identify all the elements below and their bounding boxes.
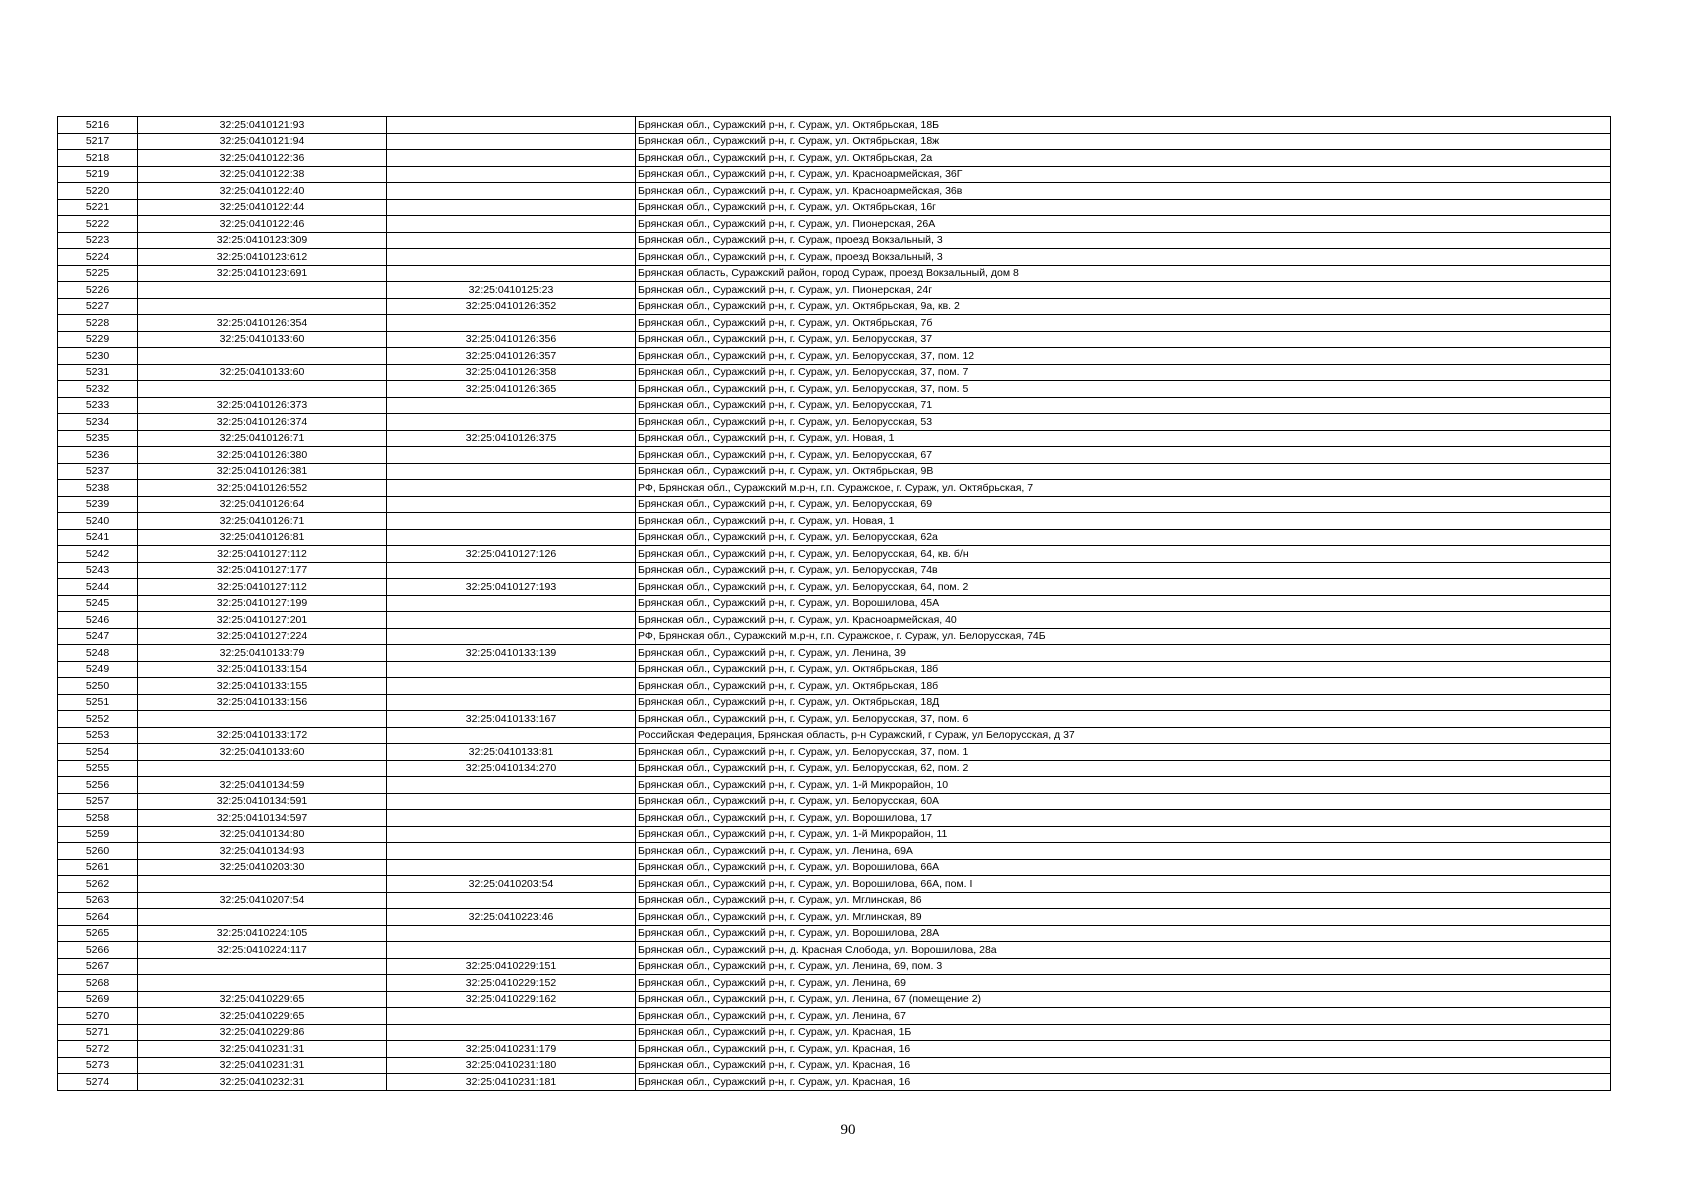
table-row: [58, 727, 1611, 744]
address-cell: Брянская обл., Суражский р-н, г. Сураж, ул. 1-й Микрорайон, 10: [636, 777, 1611, 794]
object-number-cell: 32:25:0410127:193: [387, 579, 636, 596]
object-number-cell: 32:25:0410203:54: [387, 876, 636, 893]
address-cell: Брянская обл., Суражский р-н, г. Сураж, ул. Белорусская, 37: [636, 331, 1611, 348]
object-number-cell: [387, 463, 636, 480]
object-number-cell: 32:25:0410229:162: [387, 991, 636, 1008]
object-number-cell: [387, 727, 636, 744]
parcel-number-cell: 32:25:0410127:224: [138, 628, 387, 645]
object-number-cell: [387, 133, 636, 150]
address-cell: Брянская обл., Суражский р-н, г. Сураж, ул. Ворошилова, 66А: [636, 859, 1611, 876]
table-row: [58, 958, 1611, 975]
object-number-cell: [387, 496, 636, 513]
parcel-number-cell: 32:25:0410134:80: [138, 826, 387, 843]
row-number-cell: 5227: [58, 298, 138, 315]
table-row: [58, 496, 1611, 513]
table-row: [58, 562, 1611, 579]
object-number-cell: [387, 529, 636, 546]
address-cell: Брянская обл., Суражский р-н, г. Сураж, ул. Октябрьская, 18ж: [636, 133, 1611, 150]
address-cell: Брянская обл., Суражский р-н, г. Сураж, ул. Новая, 1: [636, 430, 1611, 447]
parcel-number-cell: [138, 876, 387, 893]
row-number-cell: 5242: [58, 546, 138, 563]
table-row: [58, 876, 1611, 893]
parcel-number-cell: 32:25:0410133:172: [138, 727, 387, 744]
object-number-cell: 32:25:0410133:167: [387, 711, 636, 728]
table-row: [58, 1041, 1611, 1058]
address-cell: Брянская обл., Суражский р-н, г. Сураж, ул. Мглинская, 86: [636, 892, 1611, 909]
parcel-number-cell: 32:25:0410122:36: [138, 150, 387, 167]
table-row: [58, 595, 1611, 612]
object-number-cell: [387, 859, 636, 876]
table-row: [58, 463, 1611, 480]
object-number-cell: [387, 777, 636, 794]
parcel-number-cell: 32:25:0410121:93: [138, 117, 387, 134]
table-row: [58, 661, 1611, 678]
row-number-cell: 5231: [58, 364, 138, 381]
row-number-cell: 5234: [58, 414, 138, 431]
address-cell: Брянская обл., Суражский р-н, г. Сураж, ул. Белорусская, 37, пом. 5: [636, 381, 1611, 398]
table-row: [58, 711, 1611, 728]
object-number-cell: 32:25:0410126:357: [387, 348, 636, 365]
object-number-cell: [387, 595, 636, 612]
object-number-cell: 32:25:0410133:139: [387, 645, 636, 662]
parcel-number-cell: 32:25:0410122:46: [138, 216, 387, 233]
object-number-cell: 32:25:0410126:375: [387, 430, 636, 447]
table-row: [58, 612, 1611, 629]
object-number-cell: 32:25:0410126:356: [387, 331, 636, 348]
address-cell: Российская Федерация, Брянская область, р-н Суражский, г Сураж, ул Белорусская, д 37: [636, 727, 1611, 744]
object-number-cell: [387, 562, 636, 579]
table-row: [58, 1008, 1611, 1025]
address-cell: Брянская обл., Суражский р-н, г. Сураж, проезд Вокзальный, 3: [636, 249, 1611, 266]
table-row: [58, 859, 1611, 876]
parcel-number-cell: 32:25:0410127:112: [138, 579, 387, 596]
object-number-cell: [387, 826, 636, 843]
table-row: [58, 331, 1611, 348]
object-number-cell: [387, 216, 636, 233]
object-number-cell: [387, 1024, 636, 1041]
row-number-cell: 5243: [58, 562, 138, 579]
row-number-cell: 5222: [58, 216, 138, 233]
parcel-number-cell: 32:25:0410133:60: [138, 364, 387, 381]
table-row: [58, 364, 1611, 381]
row-number-cell: 5218: [58, 150, 138, 167]
object-number-cell: [387, 199, 636, 216]
table-row: [58, 909, 1611, 926]
table-row: [58, 777, 1611, 794]
parcel-number-cell: 32:25:0410126:64: [138, 496, 387, 513]
object-number-cell: [387, 480, 636, 497]
parcel-number-cell: 32:25:0410229:65: [138, 991, 387, 1008]
row-number-cell: 5266: [58, 942, 138, 959]
parcel-number-cell: 32:25:0410126:71: [138, 513, 387, 530]
parcel-number-cell: 32:25:0410133:154: [138, 661, 387, 678]
address-cell: Брянская обл., Суражский р-н, г. Сураж, ул. Ленина, 67: [636, 1008, 1611, 1025]
parcel-number-cell: 32:25:0410123:612: [138, 249, 387, 266]
row-number-cell: 5232: [58, 381, 138, 398]
table-row: [58, 744, 1611, 761]
table-row: [58, 216, 1611, 233]
parcel-number-cell: 32:25:0410224:117: [138, 942, 387, 959]
table-row: [58, 282, 1611, 299]
address-cell: Брянская область, Суражский район, город Сураж, проезд Вокзальный, дом 8: [636, 265, 1611, 282]
parcel-number-cell: 32:25:0410203:30: [138, 859, 387, 876]
table-row: [58, 133, 1611, 150]
address-cell: РФ, Брянская обл., Суражский м.р-н, г.п. Суражское, г. Сураж, ул. Белорусская, 74Б: [636, 628, 1611, 645]
object-number-cell: [387, 397, 636, 414]
table-row: [58, 1024, 1611, 1041]
row-number-cell: 5229: [58, 331, 138, 348]
address-cell: Брянская обл., Суражский р-н, г. Сураж, ул. Ворошилова, 66А, пом. I: [636, 876, 1611, 893]
table-row: [58, 694, 1611, 711]
address-cell: Брянская обл., Суражский р-н, г. Сураж, ул. Мглинская, 89: [636, 909, 1611, 926]
table-row: [58, 430, 1611, 447]
parcel-number-cell: 32:25:0410127:199: [138, 595, 387, 612]
row-number-cell: 5274: [58, 1074, 138, 1091]
table-row: [58, 925, 1611, 942]
table-row: [58, 793, 1611, 810]
address-cell: Брянская обл., Суражский р-н, г. Сураж, ул. Красная, 16: [636, 1074, 1611, 1091]
parcel-number-cell: 32:25:0410133:155: [138, 678, 387, 695]
row-number-cell: 5235: [58, 430, 138, 447]
row-number-cell: 5251: [58, 694, 138, 711]
parcel-number-cell: 32:25:0410207:54: [138, 892, 387, 909]
parcel-number-cell: [138, 760, 387, 777]
address-cell: Брянская обл., Суражский р-н, г. Сураж, ул. Ленина, 39: [636, 645, 1611, 662]
table-row: [58, 892, 1611, 909]
object-number-cell: 32:25:0410133:81: [387, 744, 636, 761]
table-row: [58, 628, 1611, 645]
object-number-cell: [387, 232, 636, 249]
parcel-number-cell: 32:25:0410231:31: [138, 1057, 387, 1074]
row-number-cell: 5221: [58, 199, 138, 216]
row-number-cell: 5239: [58, 496, 138, 513]
object-number-cell: [387, 793, 636, 810]
row-number-cell: 5259: [58, 826, 138, 843]
row-number-cell: 5250: [58, 678, 138, 695]
row-number-cell: 5217: [58, 133, 138, 150]
address-cell: Брянская обл., Суражский р-н, г. Сураж, ул. Октябрьская, 9В: [636, 463, 1611, 480]
parcel-number-cell: 32:25:0410232:31: [138, 1074, 387, 1091]
table-row: [58, 199, 1611, 216]
table-row: [58, 315, 1611, 332]
object-number-cell: 32:25:0410231:180: [387, 1057, 636, 1074]
row-number-cell: 5261: [58, 859, 138, 876]
table-row: [58, 1057, 1611, 1074]
row-number-cell: 5246: [58, 612, 138, 629]
parcel-number-cell: 32:25:0410224:105: [138, 925, 387, 942]
table-row: [58, 265, 1611, 282]
parcel-number-cell: 32:25:0410133:60: [138, 744, 387, 761]
row-number-cell: 5228: [58, 315, 138, 332]
table-row: [58, 991, 1611, 1008]
table-row: [58, 480, 1611, 497]
table-row: [58, 232, 1611, 249]
row-number-cell: 5230: [58, 348, 138, 365]
table-row: [58, 546, 1611, 563]
row-number-cell: 5254: [58, 744, 138, 761]
object-number-cell: [387, 892, 636, 909]
row-number-cell: 5255: [58, 760, 138, 777]
address-cell: Брянская обл., Суражский р-н, г. Сураж, ул. Белорусская, 62а: [636, 529, 1611, 546]
row-number-cell: 5270: [58, 1008, 138, 1025]
parcel-number-cell: 32:25:0410122:40: [138, 183, 387, 200]
row-number-cell: 5257: [58, 793, 138, 810]
parcel-number-cell: 32:25:0410133:60: [138, 331, 387, 348]
row-number-cell: 5233: [58, 397, 138, 414]
row-number-cell: 5219: [58, 166, 138, 183]
row-number-cell: 5272: [58, 1041, 138, 1058]
row-number-cell: 5216: [58, 117, 138, 134]
row-number-cell: 5240: [58, 513, 138, 530]
object-number-cell: [387, 661, 636, 678]
object-number-cell: [387, 628, 636, 645]
row-number-cell: 5237: [58, 463, 138, 480]
row-number-cell: 5223: [58, 232, 138, 249]
table-row: [58, 810, 1611, 827]
parcel-number-cell: 32:25:0410133:156: [138, 694, 387, 711]
row-number-cell: 5225: [58, 265, 138, 282]
row-number-cell: 5256: [58, 777, 138, 794]
parcel-number-cell: 32:25:0410134:591: [138, 793, 387, 810]
row-number-cell: 5260: [58, 843, 138, 860]
parcel-number-cell: 32:25:0410127:112: [138, 546, 387, 563]
address-cell: Брянская обл., Суражский р-н, г. Сураж, ул. Красноармейская, 36в: [636, 183, 1611, 200]
address-cell: Брянская обл., Суражский р-н, г. Сураж, ул. Белорусская, 53: [636, 414, 1611, 431]
address-cell: Брянская обл., Суражский р-н, г. Сураж, ул. Октябрьская, 16г: [636, 199, 1611, 216]
table-row: [58, 150, 1611, 167]
table-row: [58, 414, 1611, 431]
row-number-cell: 5248: [58, 645, 138, 662]
row-number-cell: 5262: [58, 876, 138, 893]
object-number-cell: [387, 249, 636, 266]
page-number: 90: [840, 1122, 856, 1138]
table-row: [58, 397, 1611, 414]
address-cell: Брянская обл., Суражский р-н, г. Сураж, ул. Красноармейская, 40: [636, 612, 1611, 629]
address-cell: Брянская обл., Суражский р-н, г. Сураж, ул. Ворошилова, 28А: [636, 925, 1611, 942]
object-number-cell: [387, 942, 636, 959]
parcel-number-cell: 32:25:0410126:354: [138, 315, 387, 332]
object-number-cell: 32:25:0410229:151: [387, 958, 636, 975]
object-number-cell: 32:25:0410231:179: [387, 1041, 636, 1058]
table-row: [58, 348, 1611, 365]
parcel-number-cell: [138, 909, 387, 926]
object-number-cell: 32:25:0410134:270: [387, 760, 636, 777]
address-cell: Брянская обл., Суражский р-н, г. Сураж, ул. Белорусская, 37, пом. 12: [636, 348, 1611, 365]
table-row: [58, 760, 1611, 777]
address-cell: Брянская обл., Суражский р-н, г. Сураж, ул. Ленина, 69: [636, 975, 1611, 992]
object-number-cell: 32:25:0410231:181: [387, 1074, 636, 1091]
table-row: [58, 529, 1611, 546]
parcel-number-cell: 32:25:0410126:552: [138, 480, 387, 497]
address-cell: Брянская обл., Суражский р-н, г. Сураж, ул. Новая, 1: [636, 513, 1611, 530]
object-number-cell: 32:25:0410126:352: [387, 298, 636, 315]
object-number-cell: [387, 1008, 636, 1025]
object-number-cell: [387, 183, 636, 200]
address-cell: Брянская обл., Суражский р-н, г. Сураж, ул. Октябрьская, 9а, кв. 2: [636, 298, 1611, 315]
address-cell: Брянская обл., Суражский р-н, г. Сураж, ул. Октябрьская, 18Д: [636, 694, 1611, 711]
address-cell: Брянская обл., Суражский р-н, г. Сураж, ул. Ленина, 67 (помещение 2): [636, 991, 1611, 1008]
table-row: [58, 579, 1611, 596]
parcel-number-cell: 32:25:0410126:381: [138, 463, 387, 480]
table-row: [58, 826, 1611, 843]
object-number-cell: 32:25:0410127:126: [387, 546, 636, 563]
address-cell: Брянская обл., Суражский р-н, г. Сураж, ул. Ворошилова, 45А: [636, 595, 1611, 612]
table-row: [58, 183, 1611, 200]
row-number-cell: 5253: [58, 727, 138, 744]
parcel-number-cell: 32:25:0410122:38: [138, 166, 387, 183]
address-cell: Брянская обл., Суражский р-н, г. Сураж, ул. Белорусская, 71: [636, 397, 1611, 414]
table-row: [58, 1074, 1611, 1091]
parcel-number-cell: [138, 348, 387, 365]
row-number-cell: 5224: [58, 249, 138, 266]
object-number-cell: [387, 117, 636, 134]
address-cell: Брянская обл., Суражский р-н, г. Сураж, ул. Ленина, 69, пом. 3: [636, 958, 1611, 975]
parcel-number-cell: 32:25:0410121:94: [138, 133, 387, 150]
address-cell: Брянская обл., Суражский р-н, г. Сураж, ул. Белорусская, 62, пом. 2: [636, 760, 1611, 777]
row-number-cell: 5265: [58, 925, 138, 942]
row-number-cell: 5264: [58, 909, 138, 926]
table-row: [58, 298, 1611, 315]
table-row: [58, 166, 1611, 183]
row-number-cell: 5258: [58, 810, 138, 827]
address-cell: Брянская обл., Суражский р-н, г. Сураж, проезд Вокзальный, 3: [636, 232, 1611, 249]
address-cell: Брянская обл., Суражский р-н, д. Красная Слобода, ул. Ворошилова, 28а: [636, 942, 1611, 959]
parcel-number-cell: [138, 298, 387, 315]
object-number-cell: [387, 315, 636, 332]
parcel-number-cell: [138, 958, 387, 975]
row-number-cell: 5238: [58, 480, 138, 497]
table-row: [58, 117, 1611, 134]
object-number-cell: [387, 678, 636, 695]
object-number-cell: [387, 925, 636, 942]
parcel-number-cell: 32:25:0410123:691: [138, 265, 387, 282]
table-row: [58, 513, 1611, 530]
row-number-cell: 5271: [58, 1024, 138, 1041]
object-number-cell: 32:25:0410229:152: [387, 975, 636, 992]
row-number-cell: 5226: [58, 282, 138, 299]
row-number-cell: 5241: [58, 529, 138, 546]
parcel-number-cell: 32:25:0410126:374: [138, 414, 387, 431]
address-cell: Брянская обл., Суражский р-н, г. Сураж, ул. Красная, 1Б: [636, 1024, 1611, 1041]
address-cell: Брянская обл., Суражский р-н, г. Сураж, ул. Ворошилова, 17: [636, 810, 1611, 827]
row-number-cell: 5252: [58, 711, 138, 728]
object-number-cell: [387, 513, 636, 530]
parcel-number-cell: 32:25:0410133:79: [138, 645, 387, 662]
object-number-cell: 32:25:0410125:23: [387, 282, 636, 299]
parcel-number-cell: 32:25:0410229:65: [138, 1008, 387, 1025]
row-number-cell: 5220: [58, 183, 138, 200]
parcel-number-cell: [138, 282, 387, 299]
parcel-number-cell: 32:25:0410134:597: [138, 810, 387, 827]
row-number-cell: 5249: [58, 661, 138, 678]
address-cell: Брянская обл., Суражский р-н, г. Сураж, ул. Белорусская, 37, пом. 1: [636, 744, 1611, 761]
object-number-cell: [387, 694, 636, 711]
table-row: [58, 678, 1611, 695]
object-number-cell: [387, 150, 636, 167]
address-cell: Брянская обл., Суражский р-н, г. Сураж, ул. Пионерская, 26А: [636, 216, 1611, 233]
table-row: [58, 942, 1611, 959]
address-cell: Брянская обл., Суражский р-н, г. Сураж, ул. Белорусская, 67: [636, 447, 1611, 464]
address-cell: Брянская обл., Суражский р-н, г. Сураж, ул. Красноармейская, 36Г: [636, 166, 1611, 183]
parcel-number-cell: 32:25:0410134:93: [138, 843, 387, 860]
table-row: [58, 843, 1611, 860]
address-cell: Брянская обл., Суражский р-н, г. Сураж, ул. Октябрьская, 18б: [636, 678, 1611, 695]
row-number-cell: 5273: [58, 1057, 138, 1074]
parcel-number-cell: 32:25:0410126:71: [138, 430, 387, 447]
object-number-cell: [387, 447, 636, 464]
row-number-cell: 5267: [58, 958, 138, 975]
parcel-number-cell: [138, 975, 387, 992]
address-cell: Брянская обл., Суражский р-н, г. Сураж, ул. Красная, 16: [636, 1041, 1611, 1058]
address-cell: Брянская обл., Суражский р-н, г. Сураж, ул. Белорусская, 37, пом. 7: [636, 364, 1611, 381]
object-number-cell: 32:25:0410223:46: [387, 909, 636, 926]
parcel-number-cell: [138, 711, 387, 728]
parcel-number-cell: 32:25:0410123:309: [138, 232, 387, 249]
address-cell: Брянская обл., Суражский р-н, г. Сураж, ул. Белорусская, 37, пом. 6: [636, 711, 1611, 728]
parcel-number-cell: 32:25:0410126:81: [138, 529, 387, 546]
address-cell: Брянская обл., Суражский р-н, г. Сураж, ул. Белорусская, 64, кв. б/н: [636, 546, 1611, 563]
table-row: [58, 645, 1611, 662]
registry-table: [57, 116, 1611, 1091]
address-cell: Брянская обл., Суражский р-н, г. Сураж, ул. Октябрьская, 7б: [636, 315, 1611, 332]
table-row: [58, 249, 1611, 266]
table-row: [58, 381, 1611, 398]
address-cell: Брянская обл., Суражский р-н, г. Сураж, ул. Белорусская, 74в: [636, 562, 1611, 579]
table-row: [58, 447, 1611, 464]
address-cell: Брянская обл., Суражский р-н, г. Сураж, ул. Красная, 16: [636, 1057, 1611, 1074]
row-number-cell: 5244: [58, 579, 138, 596]
parcel-number-cell: [138, 381, 387, 398]
parcel-number-cell: 32:25:0410122:44: [138, 199, 387, 216]
address-cell: Брянская обл., Суражский р-н, г. Сураж, ул. Пионерская, 24г: [636, 282, 1611, 299]
object-number-cell: [387, 166, 636, 183]
parcel-number-cell: 32:25:0410134:59: [138, 777, 387, 794]
object-number-cell: [387, 414, 636, 431]
address-cell: Брянская обл., Суражский р-н, г. Сураж, ул. 1-й Микрорайон, 11: [636, 826, 1611, 843]
registry-table-body: [58, 117, 1611, 1091]
object-number-cell: [387, 810, 636, 827]
row-number-cell: 5236: [58, 447, 138, 464]
address-cell: Брянская обл., Суражский р-н, г. Сураж, ул. Ленина, 69А: [636, 843, 1611, 860]
table-row: [58, 975, 1611, 992]
row-number-cell: 5263: [58, 892, 138, 909]
address-cell: РФ, Брянская обл., Суражский м.р-н, г.п. Суражское, г. Сураж, ул. Октябрьская, 7: [636, 480, 1611, 497]
row-number-cell: 5268: [58, 975, 138, 992]
row-number-cell: 5269: [58, 991, 138, 1008]
parcel-number-cell: 32:25:0410127:201: [138, 612, 387, 629]
parcel-number-cell: 32:25:0410229:86: [138, 1024, 387, 1041]
object-number-cell: [387, 843, 636, 860]
parcel-number-cell: 32:25:0410126:373: [138, 397, 387, 414]
address-cell: Брянская обл., Суражский р-н, г. Сураж, ул. Октябрьская, 18б: [636, 661, 1611, 678]
object-number-cell: 32:25:0410126:358: [387, 364, 636, 381]
address-cell: Брянская обл., Суражский р-н, г. Сураж, ул. Октябрьская, 2а: [636, 150, 1611, 167]
parcel-number-cell: 32:25:0410231:31: [138, 1041, 387, 1058]
address-cell: Брянская обл., Суражский р-н, г. Сураж, ул. Белорусская, 60А: [636, 793, 1611, 810]
object-number-cell: [387, 265, 636, 282]
parcel-number-cell: 32:25:0410127:177: [138, 562, 387, 579]
object-number-cell: [387, 612, 636, 629]
object-number-cell: 32:25:0410126:365: [387, 381, 636, 398]
address-cell: Брянская обл., Суражский р-н, г. Сураж, ул. Белорусская, 69: [636, 496, 1611, 513]
address-cell: Брянская обл., Суражский р-н, г. Сураж, ул. Белорусская, 64, пом. 2: [636, 579, 1611, 596]
row-number-cell: 5247: [58, 628, 138, 645]
parcel-number-cell: 32:25:0410126:380: [138, 447, 387, 464]
row-number-cell: 5245: [58, 595, 138, 612]
address-cell: Брянская обл., Суражский р-н, г. Сураж, ул. Октябрьская, 18Б: [636, 117, 1611, 134]
